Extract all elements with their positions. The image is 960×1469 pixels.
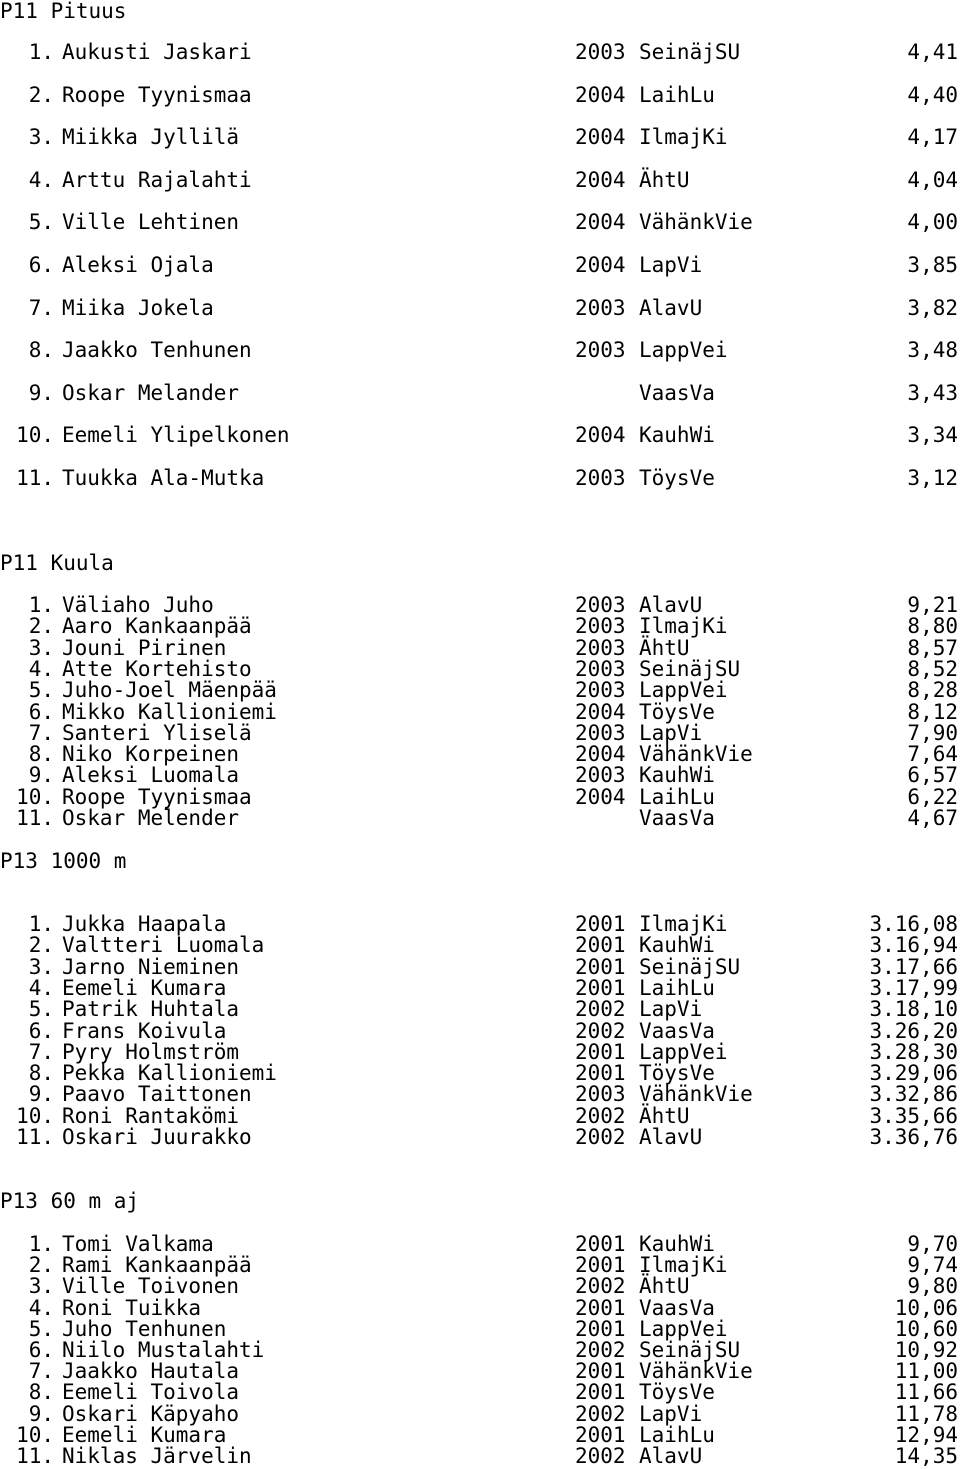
- result-club: VähänkVie: [639, 742, 753, 766]
- result-club: TöysVe: [639, 1380, 715, 1404]
- result-club: KauhWi: [639, 763, 715, 787]
- result-rank: 8.: [28, 742, 54, 766]
- result-club: VähänkVie: [639, 1359, 753, 1383]
- result-result: 11,00: [894, 1359, 958, 1383]
- result-name: Ville Toivonen: [62, 1274, 240, 1298]
- result-rank: 11.: [16, 806, 54, 830]
- result-club: LappVei: [639, 338, 728, 362]
- result-club: ÄhtU: [639, 1274, 690, 1298]
- result-result: 8,57: [907, 636, 958, 660]
- result-year: 2004: [575, 742, 626, 766]
- result-result: 8,52: [907, 657, 958, 681]
- result-result: 12,94: [894, 1423, 958, 1447]
- result-result: 10,92: [894, 1338, 958, 1362]
- result-rank: 9.: [28, 381, 54, 405]
- result-result: 3,48: [907, 338, 958, 362]
- result-year: 2001: [575, 1040, 626, 1064]
- result-row: [0, 1105, 960, 1127]
- result-year: 2004: [575, 83, 626, 107]
- result-club: LaihLu: [639, 976, 715, 1000]
- result-club: LapVi: [639, 253, 703, 277]
- result-row: [0, 701, 960, 723]
- result-club: LappVei: [639, 1317, 728, 1341]
- result-name: Aaro Kankaanpää: [62, 614, 252, 638]
- result-row: [0, 297, 960, 319]
- result-club: ÄhtU: [639, 168, 690, 192]
- result-club: VähänkVie: [639, 210, 753, 234]
- result-rank: 1.: [28, 40, 54, 64]
- result-year: 2002: [575, 1274, 626, 1298]
- result-name: Rami Kankaanpää: [62, 1253, 252, 1277]
- result-result: 3,82: [907, 296, 958, 320]
- result-rank: 5.: [28, 678, 54, 702]
- result-name: Arttu Rajalahti: [62, 168, 252, 192]
- result-row: [0, 339, 960, 361]
- result-row: [0, 169, 960, 191]
- result-row: [0, 615, 960, 637]
- section-title: P11 Pituus: [0, 0, 127, 23]
- result-row: [0, 211, 960, 233]
- result-row: [0, 1233, 960, 1255]
- result-result: 3.16,94: [869, 933, 958, 957]
- result-result: 8,28: [907, 678, 958, 702]
- result-rank: 6.: [28, 700, 54, 724]
- result-rank: 3.: [28, 1274, 54, 1298]
- result-rank: 6.: [28, 253, 54, 277]
- result-row: [0, 807, 960, 829]
- section-title: P11 Kuula: [0, 551, 114, 575]
- result-row: [0, 764, 960, 786]
- result-club: KauhWi: [639, 423, 715, 447]
- result-club: VaasVa: [639, 806, 715, 830]
- result-rank: 9.: [28, 1402, 54, 1426]
- result-result: 6,57: [907, 763, 958, 787]
- result-row: [0, 1297, 960, 1319]
- result-row: [0, 722, 960, 744]
- result-year: 2001: [575, 1423, 626, 1447]
- result-name: Jouni Pirinen: [62, 636, 227, 660]
- result-year: 2003: [575, 593, 626, 617]
- result-name: Juho-Joel Mäenpää: [62, 678, 277, 702]
- result-year: 2003: [575, 678, 626, 702]
- result-name: Roni Rantakömi: [62, 1104, 240, 1128]
- result-name: Jaakko Hautala: [62, 1359, 240, 1383]
- result-club: LapVi: [639, 721, 703, 745]
- result-result: 3,34: [907, 423, 958, 447]
- result-result: 3.35,66: [869, 1104, 958, 1128]
- result-club: IlmajKi: [639, 912, 728, 936]
- result-row: [0, 41, 960, 63]
- result-rank: 8.: [28, 1061, 54, 1085]
- result-rank: 6.: [28, 1338, 54, 1362]
- result-result: 3.17,66: [869, 955, 958, 979]
- result-result: 3.17,99: [869, 976, 958, 1000]
- result-rank: 6.: [28, 1019, 54, 1043]
- result-name: Jaakko Tenhunen: [62, 338, 252, 362]
- result-name: Pyry Holmström: [62, 1040, 240, 1064]
- result-row: [0, 382, 960, 404]
- result-club: IlmajKi: [639, 614, 728, 638]
- result-row: [0, 1381, 960, 1403]
- result-club: TöysVe: [639, 466, 715, 490]
- result-club: KauhWi: [639, 1232, 715, 1256]
- result-result: 4,67: [907, 806, 958, 830]
- result-name: Tuukka Ala-Mutka: [62, 466, 265, 490]
- result-rank: 2.: [28, 83, 54, 107]
- result-year: 2003: [575, 636, 626, 660]
- result-club: LappVei: [639, 678, 728, 702]
- result-year: 2003: [575, 296, 626, 320]
- result-year: 2002: [575, 1338, 626, 1362]
- result-club: TöysVe: [639, 700, 715, 724]
- result-name: Tomi Valkama: [62, 1232, 214, 1256]
- result-rank: 10.: [16, 1104, 54, 1128]
- result-rank: 4.: [28, 168, 54, 192]
- result-row: [0, 998, 960, 1020]
- result-name: Eemeli Kumara: [62, 976, 227, 1000]
- result-club: LapVi: [639, 997, 703, 1021]
- result-rank: 8.: [28, 338, 54, 362]
- result-row: [0, 424, 960, 446]
- result-year: 2001: [575, 933, 626, 957]
- result-name: Aukusti Jaskari: [62, 40, 252, 64]
- result-year: 2001: [575, 1232, 626, 1256]
- result-name: Eemeli Toivola: [62, 1380, 240, 1404]
- result-name: Aleksi Ojala: [62, 253, 214, 277]
- result-row: [0, 956, 960, 978]
- result-year: 2003: [575, 763, 626, 787]
- result-result: 10,06: [894, 1296, 958, 1320]
- result-name: Niko Korpeinen: [62, 742, 240, 766]
- result-name: Oskari Käpyaho: [62, 1402, 240, 1426]
- result-club: LappVei: [639, 1040, 728, 1064]
- result-result: 4,41: [907, 40, 958, 64]
- result-rank: 3.: [28, 955, 54, 979]
- result-club: SeinäjSU: [639, 40, 741, 64]
- result-club: LaihLu: [639, 785, 715, 809]
- result-name: Oskar Melander: [62, 381, 240, 405]
- result-result: 8,12: [907, 700, 958, 724]
- result-club: SeinäjSU: [639, 1338, 741, 1362]
- result-row: [0, 1403, 960, 1425]
- result-rank: 5.: [28, 1317, 54, 1341]
- result-name: Miikka Jyllilä: [62, 125, 240, 149]
- result-name: Pekka Kallioniemi: [62, 1061, 277, 1085]
- result-rank: 9.: [28, 1082, 54, 1106]
- result-row: [0, 1424, 960, 1446]
- result-name: Roni Tuikka: [62, 1296, 202, 1320]
- result-row: [0, 1254, 960, 1276]
- result-rank: 9.: [28, 763, 54, 787]
- result-year: 2002: [575, 1444, 626, 1468]
- result-row: [0, 1275, 960, 1297]
- result-name: Miika Jokela: [62, 296, 214, 320]
- result-result: 3.16,08: [869, 912, 958, 936]
- result-year: 2001: [575, 1317, 626, 1341]
- section-title: P13 1000 m: [0, 849, 127, 873]
- result-row: [0, 1062, 960, 1084]
- result-year: 2004: [575, 785, 626, 809]
- result-result: 9,80: [907, 1274, 958, 1298]
- result-row: [0, 679, 960, 701]
- result-name: Jarno Nieminen: [62, 955, 240, 979]
- result-year: 2002: [575, 997, 626, 1021]
- result-club: ÄhtU: [639, 1104, 690, 1128]
- result-rank: 10.: [16, 423, 54, 447]
- result-row: [0, 1020, 960, 1042]
- result-name: Aleksi Luomala: [62, 763, 240, 787]
- result-year: 2001: [575, 955, 626, 979]
- result-year: 2002: [575, 1402, 626, 1426]
- result-club: IlmajKi: [639, 1253, 728, 1277]
- result-club: VaasVa: [639, 1019, 715, 1043]
- result-result: 9,70: [907, 1232, 958, 1256]
- result-rank: 2.: [28, 933, 54, 957]
- result-row: [0, 84, 960, 106]
- result-year: 2002: [575, 1104, 626, 1128]
- result-club: IlmajKi: [639, 125, 728, 149]
- result-result: 4,04: [907, 168, 958, 192]
- result-rank: 5.: [28, 997, 54, 1021]
- result-rank: 7.: [28, 1040, 54, 1064]
- result-name: Juho Tenhunen: [62, 1317, 227, 1341]
- result-result: 7,64: [907, 742, 958, 766]
- result-rank: 3.: [28, 636, 54, 660]
- result-result: 11,66: [894, 1380, 958, 1404]
- result-name: Eemeli Kumara: [62, 1423, 227, 1447]
- result-row: [0, 977, 960, 999]
- result-name: Paavo Taittonen: [62, 1082, 252, 1106]
- result-club: AlavU: [639, 1444, 703, 1468]
- result-row: [0, 467, 960, 489]
- result-name: Frans Koivula: [62, 1019, 227, 1043]
- result-result: 8,80: [907, 614, 958, 638]
- result-club: KauhWi: [639, 933, 715, 957]
- result-club: AlavU: [639, 1125, 703, 1149]
- result-row: [0, 1041, 960, 1063]
- result-year: 2004: [575, 423, 626, 447]
- result-rank: 11.: [16, 1444, 54, 1468]
- result-year: 2003: [575, 721, 626, 745]
- result-club: SeinäjSU: [639, 955, 741, 979]
- result-name: Jukka Haapala: [62, 912, 227, 936]
- result-row: [0, 1083, 960, 1105]
- result-name: Atte Kortehisto: [62, 657, 252, 681]
- result-club: VaasVa: [639, 1296, 715, 1320]
- result-name: Niilo Mustalahti: [62, 1338, 265, 1362]
- result-result: 3.29,06: [869, 1061, 958, 1085]
- result-rank: 10.: [16, 785, 54, 809]
- result-name: Roope Tyynismaa: [62, 83, 252, 107]
- result-year: 2004: [575, 125, 626, 149]
- result-row: [0, 786, 960, 808]
- result-club: VähänkVie: [639, 1082, 753, 1106]
- result-year: 2001: [575, 1253, 626, 1277]
- result-result: 4,17: [907, 125, 958, 149]
- result-year: 2001: [575, 1359, 626, 1383]
- result-rank: 7.: [28, 296, 54, 320]
- result-rank: 3.: [28, 125, 54, 149]
- result-row: [0, 126, 960, 148]
- result-rank: 1.: [28, 912, 54, 936]
- result-result: 3,12: [907, 466, 958, 490]
- result-row: [0, 637, 960, 659]
- result-result: 3.32,86: [869, 1082, 958, 1106]
- result-year: 2003: [575, 466, 626, 490]
- result-row: [0, 1445, 960, 1467]
- result-name: Roope Tyynismaa: [62, 785, 252, 809]
- result-rank: 4.: [28, 976, 54, 1000]
- result-year: 2003: [575, 1082, 626, 1106]
- result-result: 3.28,30: [869, 1040, 958, 1064]
- result-row: [0, 1318, 960, 1340]
- result-result: 4,00: [907, 210, 958, 234]
- result-year: 2003: [575, 614, 626, 638]
- result-year: 2004: [575, 700, 626, 724]
- result-rank: 7.: [28, 1359, 54, 1383]
- result-result: 6,22: [907, 785, 958, 809]
- result-rank: 2.: [28, 614, 54, 638]
- result-year: 2001: [575, 912, 626, 936]
- result-rank: 1.: [28, 1232, 54, 1256]
- result-result: 3,43: [907, 381, 958, 405]
- result-row: [0, 658, 960, 680]
- result-result: 10,60: [894, 1317, 958, 1341]
- result-result: 3.18,10: [869, 997, 958, 1021]
- result-rank: 4.: [28, 657, 54, 681]
- result-rank: 7.: [28, 721, 54, 745]
- result-rank: 5.: [28, 210, 54, 234]
- result-year: 2004: [575, 168, 626, 192]
- result-rank: 8.: [28, 1380, 54, 1404]
- result-row: [0, 913, 960, 935]
- result-row: [0, 1339, 960, 1361]
- result-club: SeinäjSU: [639, 657, 741, 681]
- result-club: LaihLu: [639, 83, 715, 107]
- result-name: Niklas Järvelin: [62, 1444, 252, 1468]
- result-club: AlavU: [639, 593, 703, 617]
- result-result: 7,90: [907, 721, 958, 745]
- result-row: [0, 594, 960, 616]
- result-row: [0, 1360, 960, 1382]
- result-row: [0, 1126, 960, 1148]
- result-year: 2001: [575, 976, 626, 1000]
- result-club: LaihLu: [639, 1423, 715, 1447]
- result-rank: 1.: [28, 593, 54, 617]
- result-rank: 11.: [16, 1125, 54, 1149]
- result-name: Eemeli Ylipelkonen: [62, 423, 290, 447]
- result-rank: 10.: [16, 1423, 54, 1447]
- section-title: P13 60 m aj: [0, 1189, 140, 1213]
- result-rank: 4.: [28, 1296, 54, 1320]
- result-year: 2002: [575, 1019, 626, 1043]
- result-name: Valtteri Luomala: [62, 933, 265, 957]
- result-name: Oskar Melender: [62, 806, 240, 830]
- result-club: VaasVa: [639, 381, 715, 405]
- result-year: 2003: [575, 40, 626, 64]
- result-year: 2004: [575, 253, 626, 277]
- result-rank: 2.: [28, 1253, 54, 1277]
- result-result: 4,40: [907, 83, 958, 107]
- result-year: 2001: [575, 1380, 626, 1404]
- result-year: 2003: [575, 338, 626, 362]
- result-result: 14,35: [894, 1444, 958, 1468]
- result-year: 2003: [575, 657, 626, 681]
- result-result: 9,21: [907, 593, 958, 617]
- result-club: LapVi: [639, 1402, 703, 1426]
- result-year: 2001: [575, 1061, 626, 1085]
- result-result: 3.26,20: [869, 1019, 958, 1043]
- result-club: ÄhtU: [639, 636, 690, 660]
- result-name: Oskari Juurakko: [62, 1125, 252, 1149]
- result-club: AlavU: [639, 296, 703, 320]
- result-club: TöysVe: [639, 1061, 715, 1085]
- result-name: Mikko Kallioniemi: [62, 700, 277, 724]
- result-result: 11,78: [894, 1402, 958, 1426]
- result-result: 9,74: [907, 1253, 958, 1277]
- result-name: Santeri Yliselä: [62, 721, 252, 745]
- result-result: 3.36,76: [869, 1125, 958, 1149]
- result-year: 2002: [575, 1125, 626, 1149]
- result-rank: 11.: [16, 466, 54, 490]
- result-year: 2001: [575, 1296, 626, 1320]
- result-result: 3,85: [907, 253, 958, 277]
- result-name: Patrik Huhtala: [62, 997, 240, 1021]
- result-row: [0, 934, 960, 956]
- result-name: Ville Lehtinen: [62, 210, 240, 234]
- result-row: [0, 743, 960, 765]
- result-name: Väliaho Juho: [62, 593, 214, 617]
- result-row: [0, 254, 960, 276]
- result-year: 2004: [575, 210, 626, 234]
